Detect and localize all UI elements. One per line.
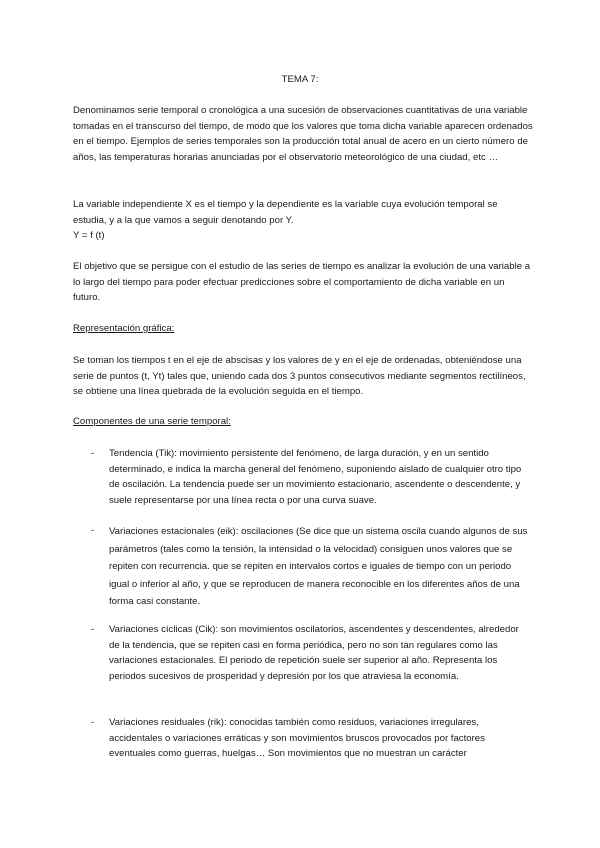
components-heading: Componentes de una serie temporal: [73, 416, 231, 427]
list-item [91, 446, 531, 508]
component-text: Variaciones estacionales (eik): oscilaciones (Se dice que un sistema oscila cuando algunos de sus parámetros (tales como la tensión, la intensidad o la velocidad) consiguen unos valores que se repiten con recurrencia. que se repiten en intervalos cortos e iguales de tiempo con un periodo igual o inferior al año, y que se reproducen de manera reconocible en los diferentes años de una forma casi constante. [109, 526, 528, 608]
bullet-dash: - [91, 448, 95, 459]
component-text: Tendencia (Tik): movimiento persistente del fenómeno, de larga duración, y en un sentido determinado, e indica la marcha general del fenómeno, suponiendo aislado de cualquier otro tipo de oscilación. La tendencia puede ser un movimiento estacionario, ascendente o descendente, y suele representarse por una línea recta o por una curva suave. [109, 448, 522, 506]
component-text: Variaciones residuales (rik): conocidas también como residuos, variaciones irregulares, accidentales o variaciones erráticas y son movimientos bruscos provocados por factores eventuales como guerras, huelgas… Son movimientos que no muestran un carácter [109, 717, 485, 760]
page-title: TEMA 7: [281, 74, 319, 85]
bullet-dash: - [91, 525, 95, 536]
bullet-dash: - [91, 717, 95, 728]
variables-paragraph: La variable independiente X es el tiempo y la dependiente es la variable cuya evolución temporal se estudia, y a la que vamos a seguir denotando por Y. [73, 199, 498, 226]
bullet-dash: - [91, 624, 95, 635]
formula-line: Y = f (t) [73, 230, 105, 241]
graph-paragraph: Se toman los tiempos t en el eje de abscisas y los valores de y en el eje de ordenadas, obteniéndose una serie de puntos (t, Yt) tales que, uniendo cada dos 3 puntos consecutivos mediante segmentos rectilíneos, se obtiene una línea quebrada de la evolución seguida en el tiempo. [73, 355, 526, 398]
objective-paragraph: El objetivo que se persigue con el estudio de las series de tiempo es analizar la evolución de una variable a lo largo del tiempo para poder efectuar predicciones sobre el comportamiento de dicha variable en un futuro. [73, 261, 531, 304]
intro-paragraph: Denominamos serie temporal o cronológica a una sucesión de observaciones cuantitativas de una variable tomadas en el transcurso del tiempo, de modo que los valores que toma dicha variable aparecen ordenados en el tiempo. Ejemplos de series temporales son la producción total anual de acero en un cierto número de años, las temperaturas horarias anunciadas por el observatorio meteorológico de una ciudad, etc … [73, 105, 533, 163]
list-item [91, 523, 531, 611]
component-text: Variaciones cíclicas (Cik): son movimientos oscilatorios, ascendentes y descendentes, alrededor de la tendencia, que se repiten casi en forma periódica, pero no son tan regulares como las variaciones estacionales. El periodo de repetición suele ser superior al año. Representa los periodos sucesivos de prosperidad y depresión por los que atraviesa la economía. [109, 624, 519, 682]
list-item [91, 622, 531, 684]
list-item [91, 715, 531, 762]
graph-heading: Representación gráfica: [73, 323, 175, 334]
